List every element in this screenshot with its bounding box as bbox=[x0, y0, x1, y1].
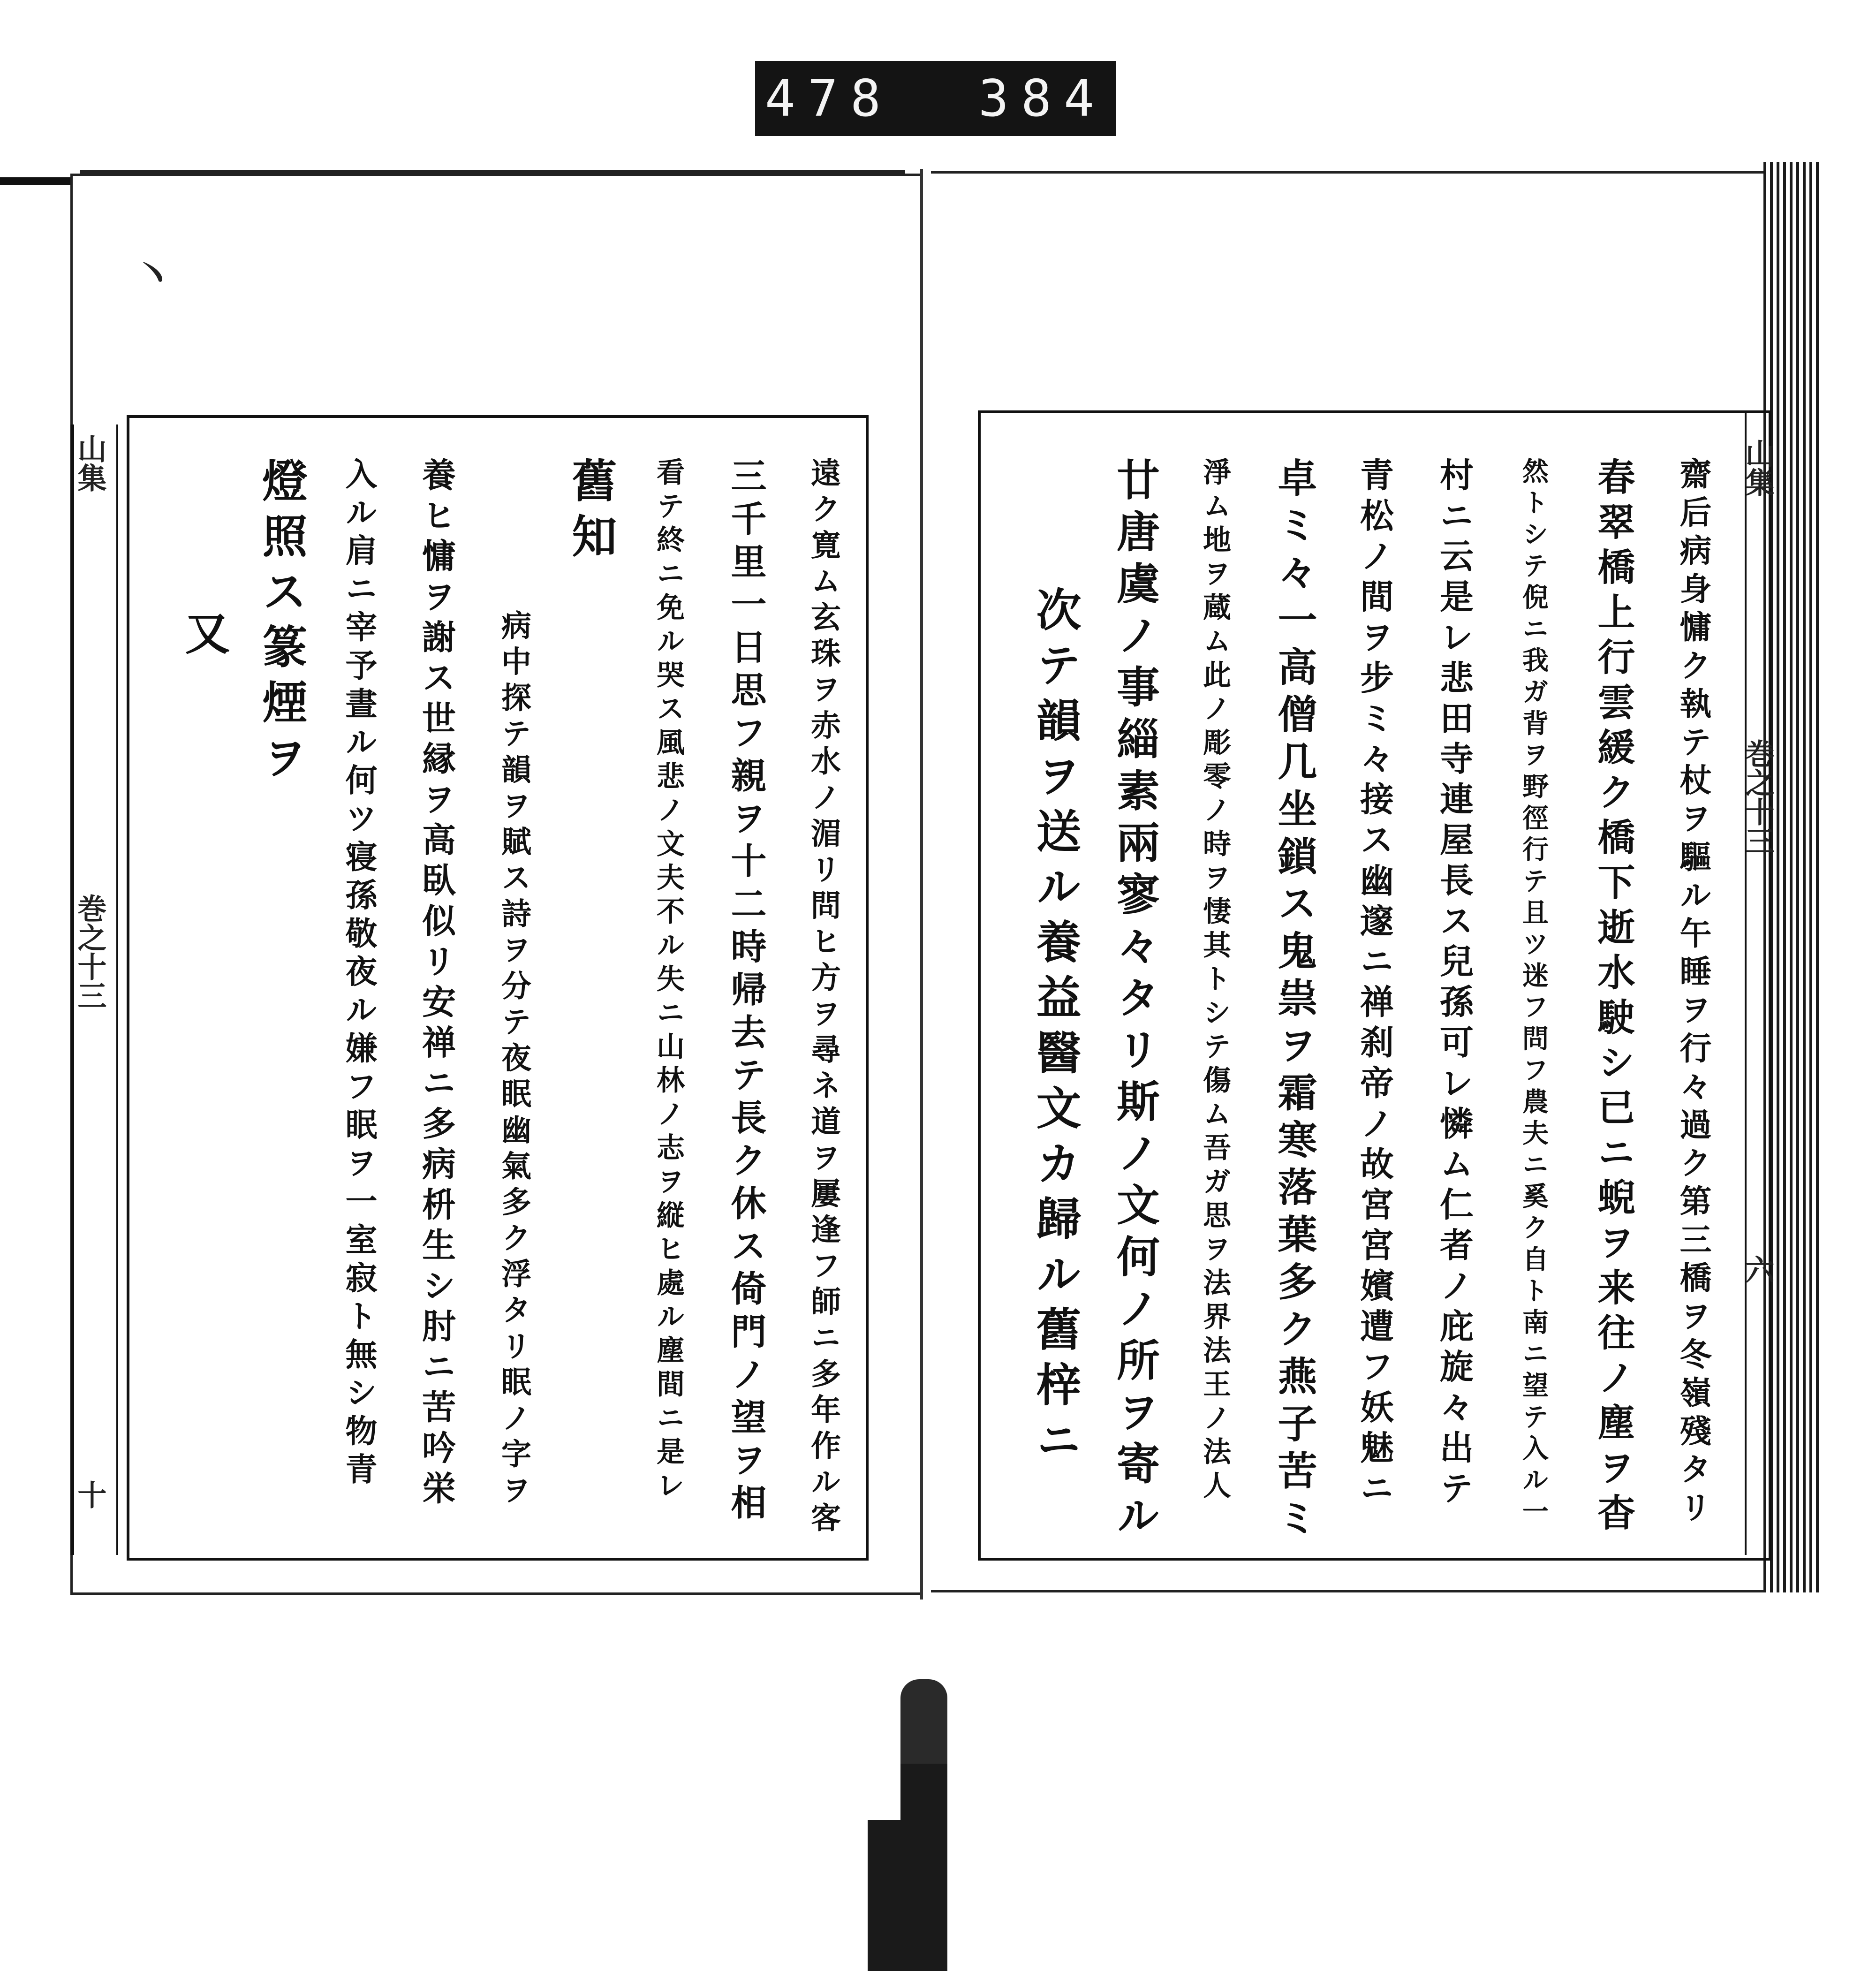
left-column-1: 遠ク寛ム玄珠ヲ赤水ノ湄リ問ヒ方ヲ尋ネ道ヲ屢逢フ師ニ多年作ル客 bbox=[806, 457, 841, 1538]
gutter-binding bbox=[900, 1764, 947, 1971]
left-column-2: 三千里一日思フ親ヲ十二時帰去テ長ク休ス倚門ノ望ヲ相 bbox=[725, 457, 767, 1527]
left-column-6: 養ヒ慵ヲ謝ス世縁ヲ高臥似リ安禅ニ多病枡生シ肘ニ苦吟栄 bbox=[416, 457, 456, 1511]
right-hashira-page: 六 bbox=[1740, 1255, 1775, 1284]
left-hashira bbox=[70, 425, 118, 1555]
left-column-8: 燈照ス篆煙ヲ bbox=[255, 457, 308, 789]
left-hashira-page: 十 bbox=[73, 1480, 107, 1509]
left-column-9: 又 bbox=[178, 610, 231, 665]
left-column-7: 入ル肩ニ宰予晝ル何ツ寝孫敬夜ル嫌フ眠ヲ一室寂ト無シ物青 bbox=[340, 457, 378, 1491]
book-gutter bbox=[915, 169, 933, 1802]
right-column-3: 然トシテ倪ニ我ガ背ヲ野徑行テ且ツ迷フ問フ農夫ニ奚ク自ト南ニ望テ入ル一 bbox=[1518, 457, 1549, 1529]
call-number-text: 478 384 bbox=[764, 69, 1107, 128]
left-hashira-volume: 巻之十三 bbox=[73, 894, 107, 1010]
left-column-4: 舊知 bbox=[565, 457, 618, 568]
left-hashira-title: 山集 bbox=[73, 434, 107, 492]
left-column-5: 病中探テ韻ヲ賦ス詩ヲ分テ夜眠幽氣多ク浮タリ眠ノ字ヲ bbox=[496, 610, 531, 1510]
right-hashira-title: 山集 bbox=[1740, 439, 1775, 497]
right-column-2: 春翠橋上行雲緩ク橋下逝水駛シ已ニ蜺ヲ来往ノ塵ヲ杳 bbox=[1591, 457, 1635, 1538]
gutter-binding-top bbox=[900, 1679, 947, 1764]
gutter-binding-step bbox=[868, 1820, 900, 1971]
right-column-5: 青松ノ間ヲ步ミ々接ス幽邃ニ禅刹帝ノ故宮宮嬪遭フ妖魅ニ bbox=[1354, 457, 1394, 1511]
right-column-7: 淨ム地ヲ蔵ム此ノ彫零ノ時ヲ悽其トシテ傷ム吾ガ思ヲ法界法王ノ法人 bbox=[1198, 457, 1231, 1504]
right-column-4: 村ニ云是レ悲田寺連屋長ス兒孫可レ憐ム仁者ノ庇旋々出テ bbox=[1434, 457, 1474, 1511]
gutter-line bbox=[920, 169, 923, 1600]
right-column-8: 廿唐虞ノ事緇素兩寥々タリ斯ノ文何ノ所ヲ寄ル bbox=[1110, 457, 1160, 1545]
right-column-9: 次テ韻ヲ送ル養益醫文カ歸ル舊梓ニ bbox=[1029, 586, 1082, 1472]
call-number-label bbox=[755, 61, 1116, 136]
left-column-3: 看テ終ニ免ル哭ス風悲ノ文夫不ル失ニ山林ノ志ヲ縦ヒ處ル塵間ニ是レ bbox=[652, 457, 685, 1504]
right-column-6: 卓ミ々一高僧几坐鎖ス鬼祟ヲ霜寒落葉多ク燕子苦ミ bbox=[1271, 457, 1318, 1545]
right-hashira bbox=[1740, 410, 1779, 1555]
right-column-1: 齋后病身慵ク執テ杖ヲ驅ル午睡ヲ行々過ク第三橋ヲ冬嶺殘タリ bbox=[1674, 457, 1712, 1529]
ink-mark: 丶 bbox=[127, 246, 178, 306]
right-hashira-volume: 巻之十三 bbox=[1740, 739, 1775, 855]
top-rule bbox=[0, 177, 80, 185]
